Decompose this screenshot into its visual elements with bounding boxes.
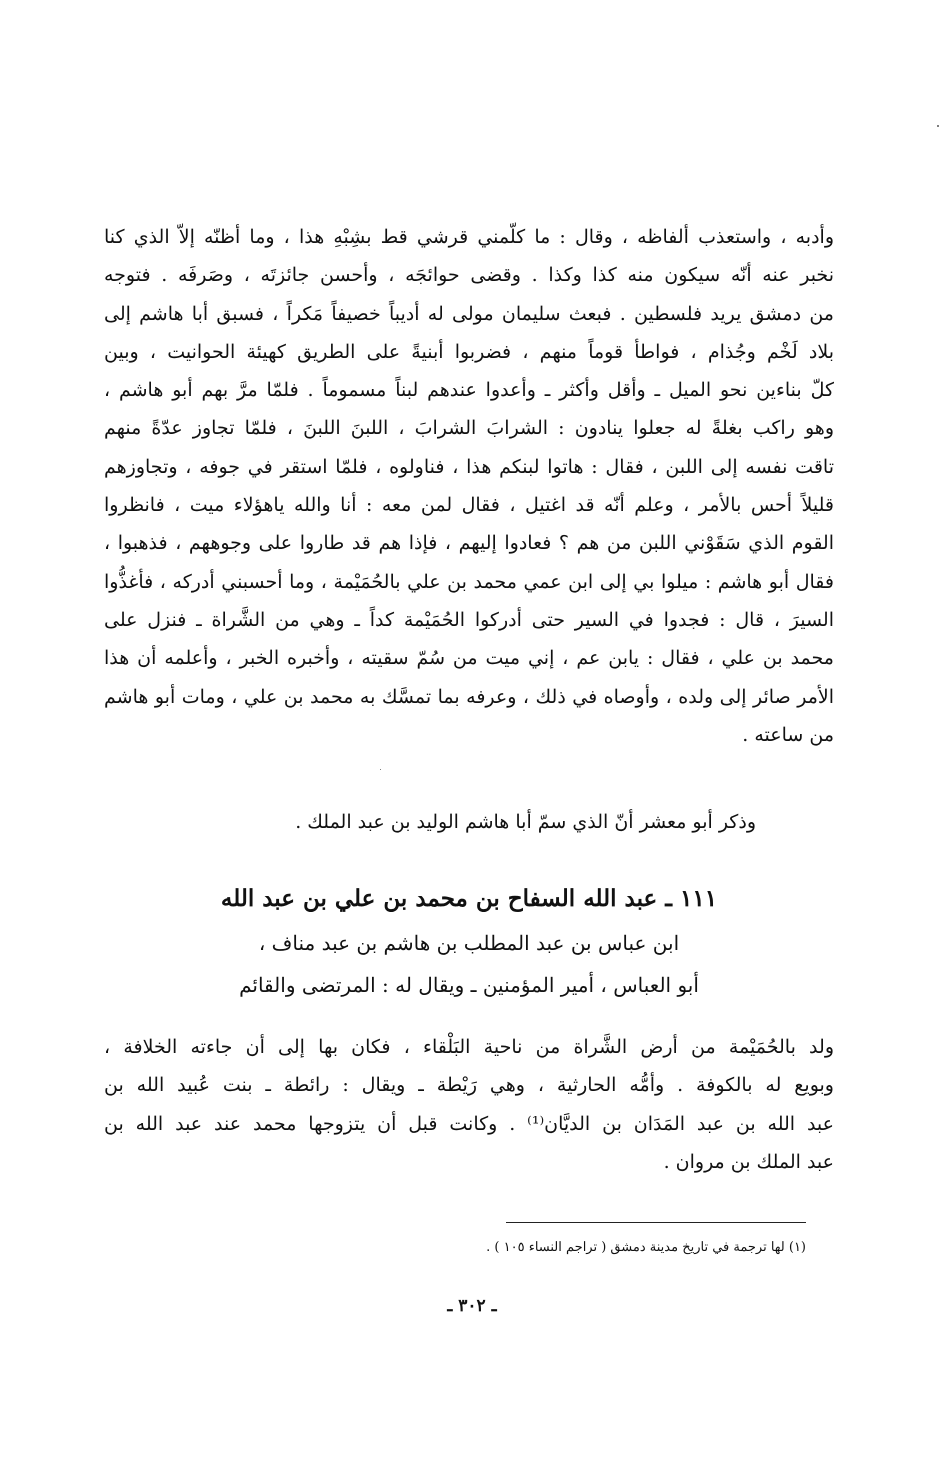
paragraph-abu-hashim-story	[104, 218, 834, 754]
text-line: تاقت نفسه إلى اللبن ، فقال : هاتوا لبنكم هذا ، فناولوه ، فلمّا استقر في جوفه ، وتجاوزهم	[104, 455, 834, 478]
paragraph-abu-mashar-note	[104, 803, 756, 841]
text-line: من دمشق يريد فلسطين . فبعث سليمان مولى له أديباً خصيفاً مَكراً ، فسبق أبا هاشم إلى	[104, 302, 834, 325]
text-line: بلاد لَخْم وجُذام ، فواطأ قوماً منهم ، فضربوا أبنيةً على الطريق كهيئة الحوانيت ، وبين	[104, 340, 834, 363]
text-line: محمد بن علي ، فقال : يابن عم ، إني ميت من سُمّ سقيته ، وأخبره الخبر ، وأعلمه أن هذا	[104, 647, 834, 670]
text-line: الأمر صائر إلى ولده ، وأوصاه في ذلك ، وعرفه بما تمسَّك به محمد بن علي ، ومات أبو هاشم	[104, 685, 834, 708]
text-line: وبويع له بالكوفة . وأمُّه الحارثية ، وهي رَيْطة ـ ويقال : رائطة ـ بنت عُبيد الله بن	[104, 1074, 834, 1097]
text-line: السيرَ ، قال : فجدوا في السير حتى أدركوا الحُمَيْمة كداً ـ وهي من الشَّراة ـ فنزل على	[104, 608, 834, 631]
text-line: القوم الذي سَقَوْني اللبن من هم ؟ فعادوا إليهم ، فإذا هم قد طاروا على وجوههم ، فذهبوا ،	[104, 532, 834, 555]
text-line: فقال أبو هاشم : ميلوا بي إلى ابن عمي محمد بن علي بالحُمَيْمة ، وما أحسبني أدركه ، فأغذُّوا	[104, 570, 834, 593]
scan-speck	[380, 769, 381, 770]
paragraph-birth-and-mother	[104, 1028, 834, 1181]
text-line: كلّ بناءين نحو الميل ـ وأقل وأكثر ـ وأعدوا عندهم لبناً مسموماً . فلمّا مرَّ بهم أبو هاشم ،	[104, 379, 834, 402]
text-line: من ساعته .	[742, 723, 834, 746]
text-line: عبد الله بن عبد المَدَان بن الديَّان⁽¹⁾ . وكانت قبل أن يتزوجها محمد عند عبد الله بن	[104, 1112, 834, 1135]
footnote: (١) لها ترجمة في تاريخ مدينة دمشق ( تراجم النساء ١٠٥ ) .	[486, 1240, 806, 1255]
text-line: وأدبه ، واستعذب ألفاظه ، وقال : ما كلّمني قرشي قط بشِبْهِ هذا ، وما أظنّه إلاّ الذي كنا	[104, 226, 834, 248]
scan-speck	[937, 125, 939, 127]
entry-title: ١١١ ـ عبد الله السفاح بن محمد بن علي بن عبد الله	[220, 885, 718, 912]
text-line: قليلاً أحس بالأمر ، وعلم أنّه قد اغتيل ، فقال لمن معه : أنا والله ياهؤلاء ميت ، فانظروا	[104, 494, 834, 517]
text-line: ولد بالحُمَيْمة من أرض الشَّراة من ناحية البَلْقاء ، فكان بها إلى أن جاءته الخلافة ،	[104, 1036, 834, 1058]
entry-kunya: أبو العباس ، أمير المؤمنين ـ ويقال له : المرتضى والقائم	[239, 973, 699, 997]
text-line: نخبر عنه أنّه سيكون منه كذا وكذا . وقضى حوائجَه ، وأحسن جائزتَه ، وصَرفَه . فتوجه	[104, 264, 834, 287]
page-number: ـ ٣٠٢ ـ	[447, 1296, 497, 1316]
text-line: وذكر أبو معشر أنّ الذي سمّ أبا هاشم الوليد بن عبد الملك .	[295, 811, 756, 833]
entry-lineage: ابن عباس بن عبد المطلب بن هاشم بن عبد مناف ،	[258, 931, 680, 955]
text-line: عبد الملك بن مروان .	[663, 1150, 834, 1173]
text-line: وهو راكب بغلةً له جعلوا ينادون : الشرابَ الشرابَ ، اللبنَ اللبنَ ، فلمّا تجاوز عدّةً منهم	[104, 417, 834, 440]
entry-heading	[104, 876, 834, 1006]
footnote-divider	[506, 1222, 806, 1223]
